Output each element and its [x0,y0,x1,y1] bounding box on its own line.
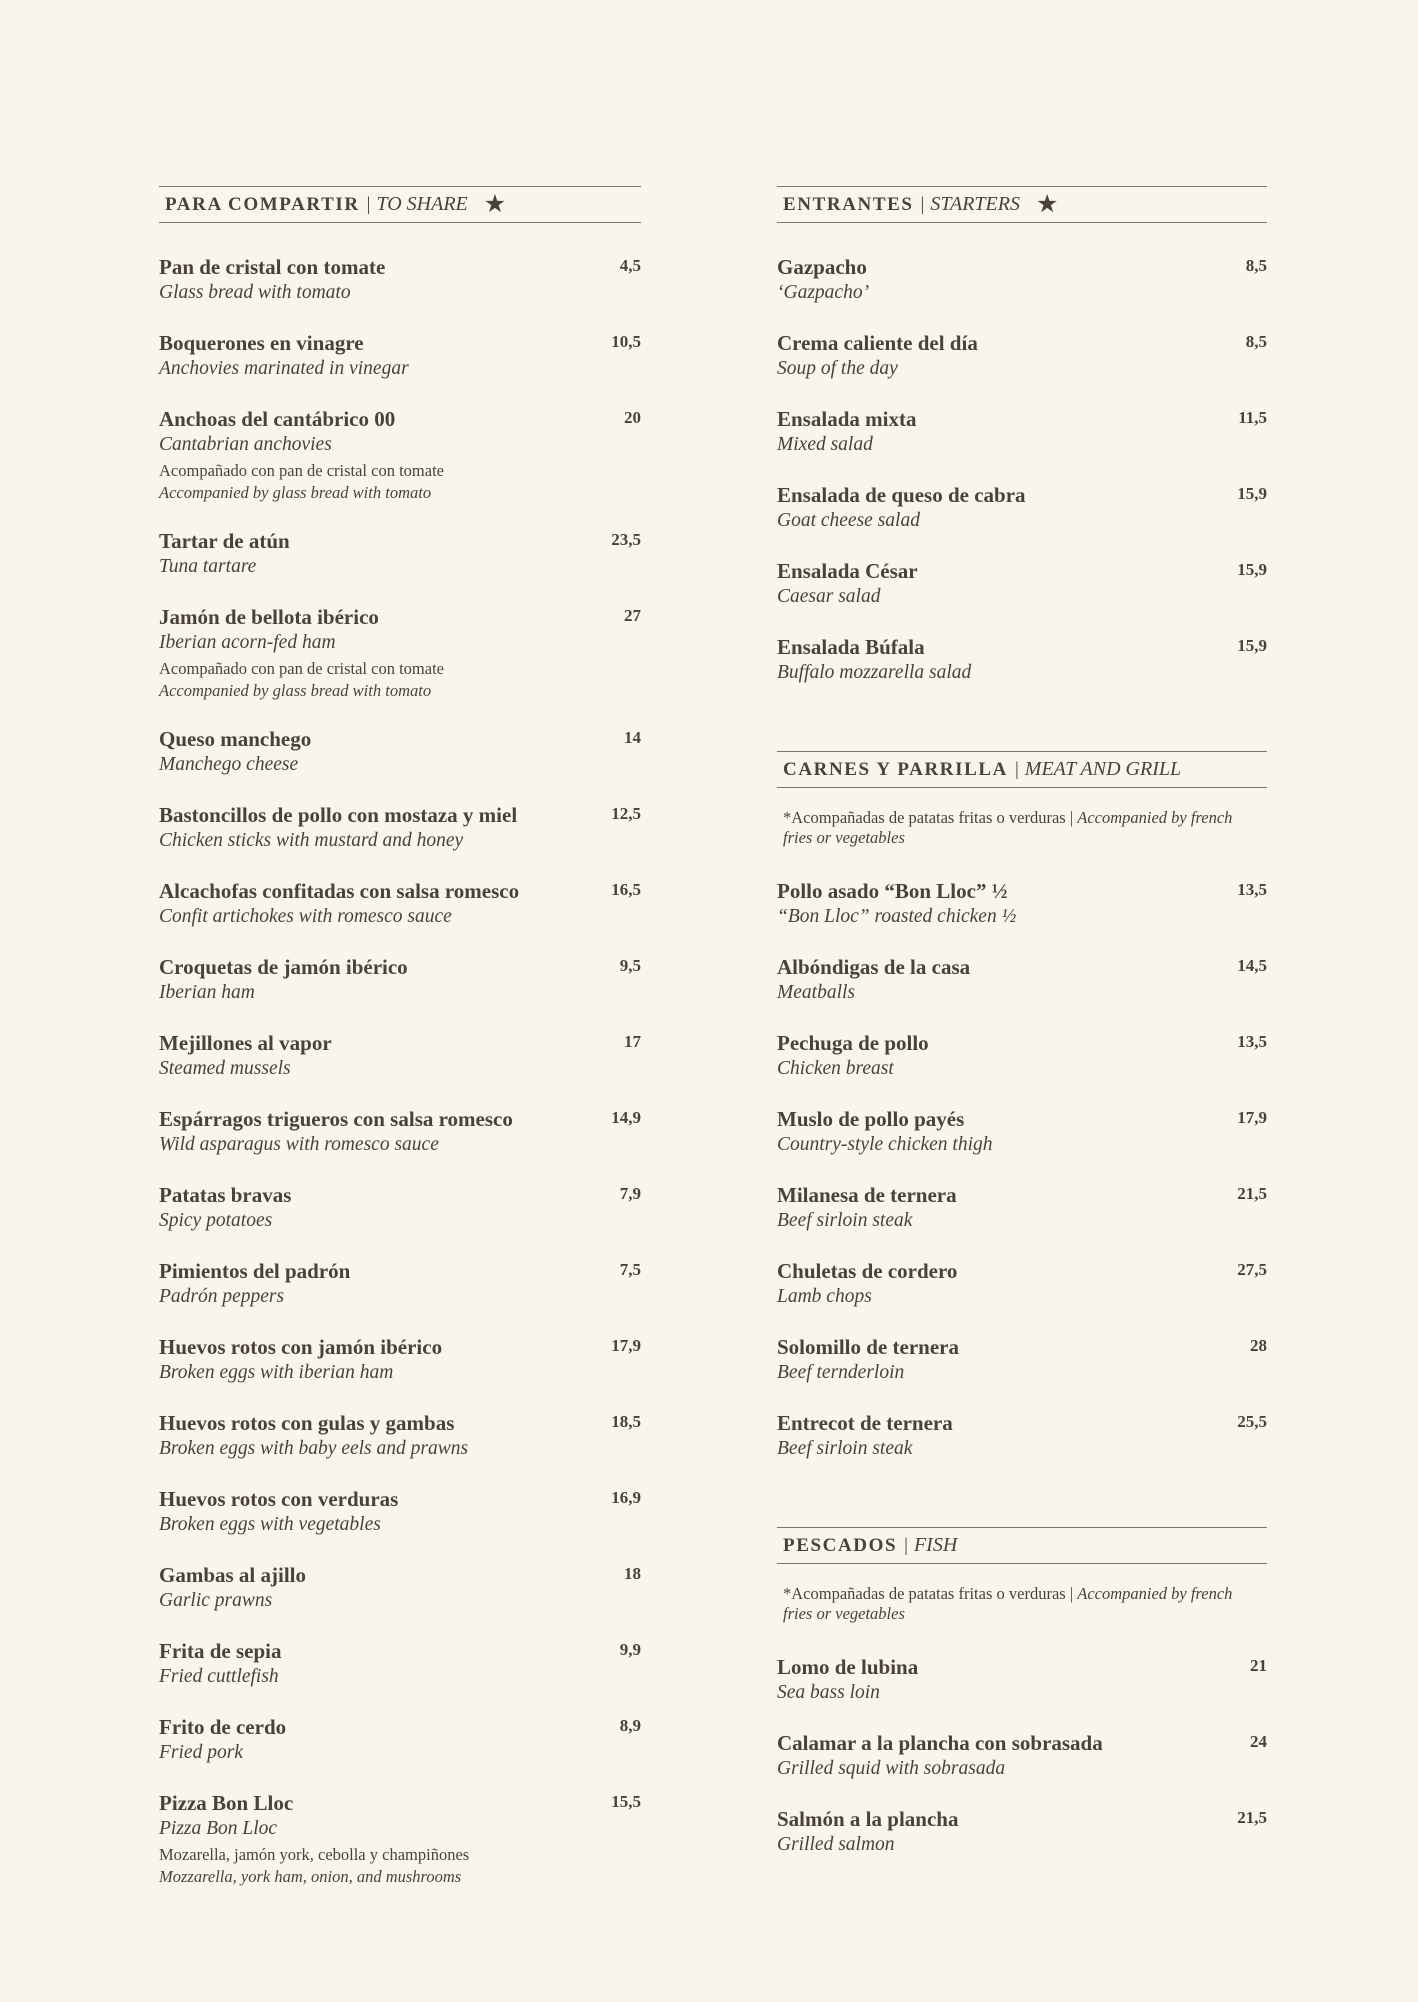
item-price: 23,5 [611,530,641,549]
menu-item [777,558,1267,609]
note-en: Accompanied by french fries or vegetables [783,808,1233,847]
section-header [777,186,1267,223]
menu-item [777,634,1267,685]
menu-item [777,1410,1267,1461]
item-name: Albóndigas de la casa [777,955,971,979]
item-description-en: Mozzarella, york ham, onion, and mushrooms [159,1867,462,1886]
item-translation: Wild asparagus with romesco sauce [159,1134,439,1155]
menu-item [159,1714,641,1765]
item-price: 14 [624,728,641,747]
menu-item [159,254,641,305]
item-translation: Fried pork [159,1742,243,1763]
item-translation: “Bon Lloc” roasted chicken ½ [777,906,1017,927]
item-translation: Chicken breast [777,1058,894,1079]
section-header [777,1527,1267,1564]
item-translation: Cantabrian anchovies [159,434,332,455]
item-description-en: Accompanied by glass bread with tomato [159,681,432,700]
item-price: 17,9 [1237,1108,1267,1127]
menu-item [777,878,1267,929]
left-column [159,186,641,1887]
section-meat-and-grill [777,751,1267,1461]
side-dish-note [783,1584,1263,1624]
item-price: 15,9 [1237,636,1267,655]
item-name: Lomo de lubina [777,1655,919,1679]
menu-item [777,330,1267,381]
item-name: Tartar de atún [159,529,290,553]
item-translation: ‘Gazpacho’ [777,282,870,303]
menu-item [159,726,641,777]
menu-item [159,1334,641,1385]
item-translation: Iberian acorn-fed ham [159,632,336,653]
item-name: Solomillo de ternera [777,1335,959,1359]
item-translation: Tuna tartare [159,556,257,577]
menu-item [777,482,1267,533]
item-translation: Lamb chops [777,1286,872,1307]
item-translation: Mixed salad [777,434,873,455]
item-price: 16,9 [611,1488,641,1507]
item-name: Queso manchego [159,727,312,751]
menu-item [159,604,641,701]
item-name: Huevos rotos con gulas y gambas [159,1411,455,1435]
menu-item [159,406,641,503]
item-name: Ensalada de queso de cabra [777,483,1026,507]
item-translation: Garlic prawns [159,1590,273,1611]
item-price: 20 [624,408,641,427]
item-name: Frito de cerdo [159,1715,287,1739]
item-name: Pan de cristal con tomate [159,255,386,279]
item-translation: Beef ternderloin [777,1362,905,1383]
item-price: 17,9 [611,1336,641,1355]
menu-item [159,1638,641,1689]
item-name: Milanesa de ternera [777,1183,957,1207]
item-translation: Buffalo mozzarella salad [777,662,972,683]
right-column [777,186,1267,1857]
item-translation: Broken eggs with baby eels and prawns [159,1438,469,1459]
item-translation: Soup of the day [777,358,898,379]
menu-item [159,1486,641,1537]
item-name: Croquetas de jamón ibérico [159,955,408,979]
item-price: 27,5 [1237,1260,1267,1279]
item-translation: Broken eggs with vegetables [159,1514,381,1535]
item-price: 7,9 [619,1184,641,1203]
item-name: Pimientos del padrón [159,1259,351,1283]
menu-item [159,954,641,1005]
item-price: 12,5 [611,804,641,823]
item-price: 14,5 [1237,956,1267,975]
section-title-es: PESCADOS [783,1534,898,1556]
item-price: 16,5 [611,880,641,899]
star-icon: ★ [1036,191,1059,218]
item-translation: Anchovies marinated in vinegar [159,358,409,379]
menu-item [159,1030,641,1081]
side-dish-note [783,808,1263,848]
menu-item [777,406,1267,457]
item-description: Acompañado con pan de cristal con tomate [159,659,444,678]
item-translation: Country-style chicken thigh [777,1134,993,1155]
section-title-en: TO SHARE [376,193,468,215]
item-price: 15,5 [611,1792,641,1811]
item-name: Frita de sepia [159,1639,282,1663]
item-translation: Goat cheese salad [777,510,920,531]
item-price: 8,9 [619,1716,641,1735]
item-translation: Beef sirloin steak [777,1210,913,1231]
item-description-en: Accompanied by glass bread with tomato [159,483,432,502]
item-price: 10,5 [611,332,641,351]
note-en: Accompanied by french fries or vegetables [783,1584,1233,1623]
item-price: 15,9 [1237,484,1267,503]
item-translation: Spicy potatoes [159,1210,273,1231]
item-name: Patatas bravas [159,1183,292,1207]
menu-item [159,802,641,853]
item-price: 17 [624,1032,641,1051]
item-translation: Beef sirloin steak [777,1438,913,1459]
menu-item [159,528,641,579]
menu-item [777,1730,1267,1781]
item-translation: Fried cuttlefish [159,1666,279,1687]
item-price: 9,5 [619,956,641,975]
item-name: Ensalada César [777,559,918,583]
item-name: Gambas al ajillo [159,1563,307,1587]
item-translation: Confit artichokes with romesco sauce [159,906,452,927]
item-name: Huevos rotos con jamón ibérico [159,1335,443,1359]
menu-item [777,1030,1267,1081]
item-translation: Sea bass loin [777,1682,880,1703]
menu-item [777,1106,1267,1157]
menu-item [159,1182,641,1233]
section-title-en: MEAT AND GRILL [1024,758,1182,780]
item-name: Bastoncillos de pollo con mostaza y miel [159,803,518,827]
menu-item [159,1790,641,1887]
section-separator: | [366,193,371,215]
item-price: 18 [624,1564,641,1583]
item-price: 14,9 [611,1108,641,1127]
item-name: Ensalada mixta [777,407,917,431]
item-price: 28 [1250,1336,1267,1355]
section-title-en: FISH [913,1534,958,1556]
item-price: 21,5 [1237,1808,1267,1827]
menu-item [159,1562,641,1613]
item-translation: Glass bread with tomato [159,282,351,303]
section-title-es: CARNES Y PARRILLA [783,758,1008,780]
section-starters [777,186,1267,685]
item-price: 13,5 [1237,1032,1267,1051]
item-price: 24 [1250,1732,1267,1751]
section-separator: | [904,1534,908,1556]
item-name: Pollo asado “Bon Lloc” ½ [777,879,1008,903]
section-header [159,186,641,223]
item-price: 15,9 [1237,560,1267,579]
item-name: Salmón a la plancha [777,1807,959,1831]
menu-item [777,1334,1267,1385]
menu-item [159,1410,641,1461]
item-price: 7,5 [619,1260,641,1279]
item-list [777,1654,1267,1857]
menu-item [159,878,641,929]
item-price: 25,5 [1237,1412,1267,1431]
section-title-es: ENTRANTES [783,193,914,215]
menu-item [159,330,641,381]
item-price: 4,5 [619,256,641,275]
note-es: *Acompañadas de patatas fritas o verduras | [783,808,1074,827]
item-list [159,254,641,1887]
item-name: Gazpacho [777,255,867,279]
item-price: 21,5 [1237,1184,1267,1203]
item-translation: Steamed mussels [159,1058,291,1079]
item-name: Pizza Bon Lloc [159,1791,294,1815]
menu-item [777,1258,1267,1309]
menu-item [159,1258,641,1309]
note-es: *Acompañadas de patatas fritas o verduras | [783,1584,1074,1603]
section-title-en: STARTERS [930,193,1020,215]
star-icon: ★ [483,191,507,218]
item-translation: Padrón peppers [159,1286,285,1307]
item-name: Huevos rotos con verduras [159,1487,399,1511]
item-translation: Broken eggs with iberian ham [159,1362,394,1383]
item-price: 13,5 [1237,880,1267,899]
section-to-share [159,186,641,1887]
item-translation: Chicken sticks with mustard and honey [159,830,464,851]
item-name: Anchoas del cantábrico 00 [159,407,396,431]
item-price: 8,5 [1245,332,1267,351]
item-price: 18,5 [611,1412,641,1431]
item-price: 9,9 [619,1640,641,1659]
item-list [777,254,1267,685]
item-name: Pechuga de pollo [777,1031,929,1055]
item-name: Boquerones en vinagre [159,331,364,355]
item-name: Crema caliente del día [777,331,978,355]
section-separator: | [920,193,925,215]
item-name: Ensalada Búfala [777,635,925,659]
item-name: Jamón de bellota ibérico [159,605,379,629]
item-translation: Iberian ham [159,982,255,1003]
item-translation: Grilled squid with sobrasada [777,1758,1006,1779]
item-price: 11,5 [1238,408,1267,427]
menu-item [777,1806,1267,1857]
section-title-es: PARA COMPARTIR [165,193,360,215]
section-header [777,751,1267,788]
item-translation: Caesar salad [777,586,881,607]
item-name: Entrecot de ternera [777,1411,953,1435]
item-price: 8,5 [1245,256,1267,275]
item-translation: Grilled salmon [777,1834,895,1855]
item-name: Calamar a la plancha con sobrasada [777,1731,1103,1755]
item-name: Espárragos trigueros con salsa romesco [159,1107,513,1131]
section-fish [777,1527,1267,1857]
item-name: Mejillones al vapor [159,1031,332,1055]
item-price: 21 [1250,1656,1267,1675]
item-name: Alcachofas confitadas con salsa romesco [159,879,520,903]
item-description: Mozarella, jamón york, cebolla y champiñones [159,1845,470,1864]
item-description: Acompañado con pan de cristal con tomate [159,461,444,480]
menu-item [777,1182,1267,1233]
item-name: Chuletas de cordero [777,1259,958,1283]
menu-item [777,954,1267,1005]
section-separator: | [1014,758,1019,780]
item-name: Muslo de pollo payés [777,1107,965,1131]
item-translation: Pizza Bon Lloc [159,1818,278,1839]
menu-item [159,1106,641,1157]
menu-item [777,1654,1267,1705]
item-price: 27 [624,606,641,625]
menu-item [777,254,1267,305]
item-list [777,878,1267,1461]
item-translation: Manchego cheese [159,754,299,775]
item-translation: Meatballs [777,982,855,1003]
